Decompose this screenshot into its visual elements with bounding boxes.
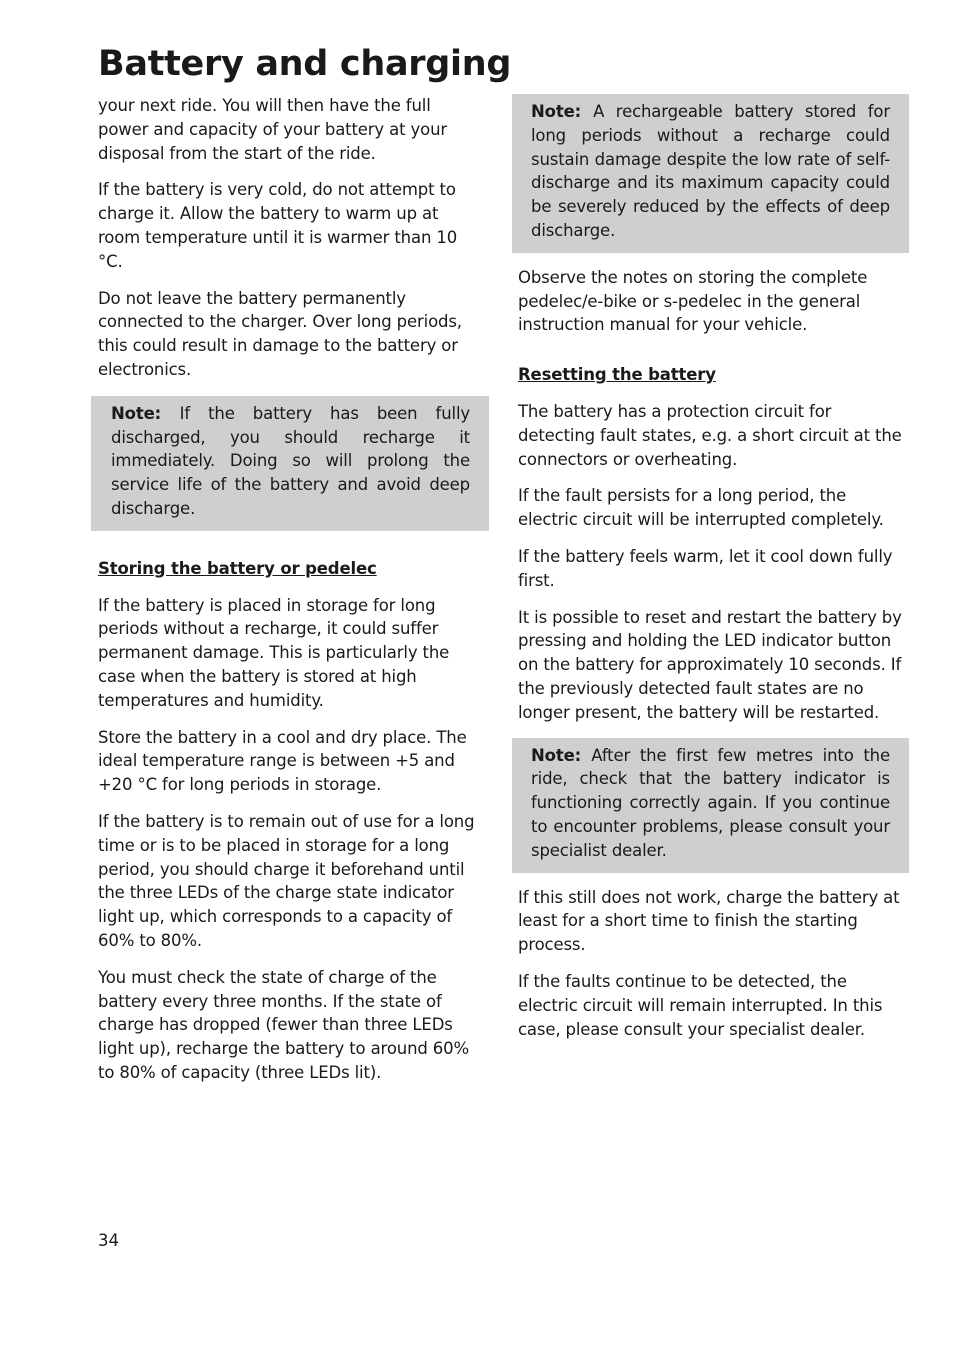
paragraph-storage-damage: If the battery is placed in storage for long periods without a recharge, it could suffer permanent damage. This is particularly the case when the battery is stored at high temperatures and humidity. (98, 595, 450, 710)
paragraph-cold-battery: If the battery is very cold, do not attempt to charge it. Allow the battery to warm up at room temperature until it is warmer than 10 °C. (98, 180, 458, 271)
paragraph-charger-connection: Do not leave the battery permanently connected to the charger. Over long periods, this could result in damage to the battery or electronics. (98, 288, 462, 379)
page-title: Battery and charging (98, 44, 512, 84)
note-label: Note: (531, 745, 592, 765)
page-number: 34 (98, 1231, 119, 1250)
paragraph-storage-charge: If the battery is to remain out of use for a long time or is to be placed in storage for a long period, you should charge it beforehand until the three LEDs of the charge state indicator light up, which corresponds to a capacity of 60% to 80%. (98, 811, 475, 950)
paragraph-storing-vehicle: Observe the notes on storing the complete pedelec/e-bike or s-pedelec in the general instruction manual for your vehicle. (518, 267, 868, 335)
paragraph-consult-dealer: If the faults continue to be detected, the electric circuit will remain interrupted. In this case, please consult your specialist dealer. (518, 971, 883, 1039)
paragraph-reset-procedure: It is possible to reset and restart the battery by pressing and holding the LED indicator button on the battery for approximately 10 seconds. If the previously detected fault states are no longer present, the battery will be restarted. (518, 607, 902, 722)
note-label: Note: (531, 102, 594, 121)
note-deep-discharge (91, 396, 489, 531)
note-text: If the battery has been fully discharged, you should recharge it immediately. Doing so will prolong the service life of the battery and avoid deep discharge. (111, 403, 471, 518)
paragraph-full-power: your next ride. You will then have the full power and capacity of your battery at your disposal from the start of the ride. (98, 96, 448, 163)
note-self-discharge (512, 94, 909, 253)
section-heading-storing: Storing the battery or pedelec (98, 558, 377, 578)
paragraph-storage-temperature: Store the battery in a cool and dry place. The ideal temperature range is between +5 and +20 °C for long periods in storage. (98, 727, 467, 795)
note-indicator-check (512, 738, 909, 873)
paragraph-cool-down: If the battery feels warm, let it cool down fully first. (518, 546, 893, 590)
paragraph-check-charge: You must check the state of charge of the battery every three months. If the state of charge has dropped (fewer than three LEDs light up), recharge the battery to around 60% to 80% of capacity (three LEDs lit). (98, 967, 470, 1082)
section-heading-resetting: Resetting the battery (518, 365, 716, 385)
note-text: A rechargeable battery stored for long periods without a recharge could sustain damage despite the low rate of self-discharge and its maximum capacity could be severely reduced by the effects of deep discharge. (531, 102, 890, 240)
paragraph-fault-persists: If the fault persists for a long period, the electric circuit will be interrupted completely. (518, 486, 884, 530)
paragraph-protection-circuit: The battery has a protection circuit for detecting fault states, e.g. a short circuit at the connectors or overheating. (518, 401, 902, 469)
left-column (98, 94, 476, 1098)
note-label: Note: (111, 403, 180, 423)
right-column (518, 94, 902, 1054)
paragraph-charge-to-start: If this still does not work, charge the battery at least for a short time to finish the starting process. (518, 887, 900, 955)
note-text: After the first few metres into the ride, check that the battery indicator is functioning correctly again. If you continue to encounter problems, please consult your specialist dealer. (531, 745, 890, 860)
